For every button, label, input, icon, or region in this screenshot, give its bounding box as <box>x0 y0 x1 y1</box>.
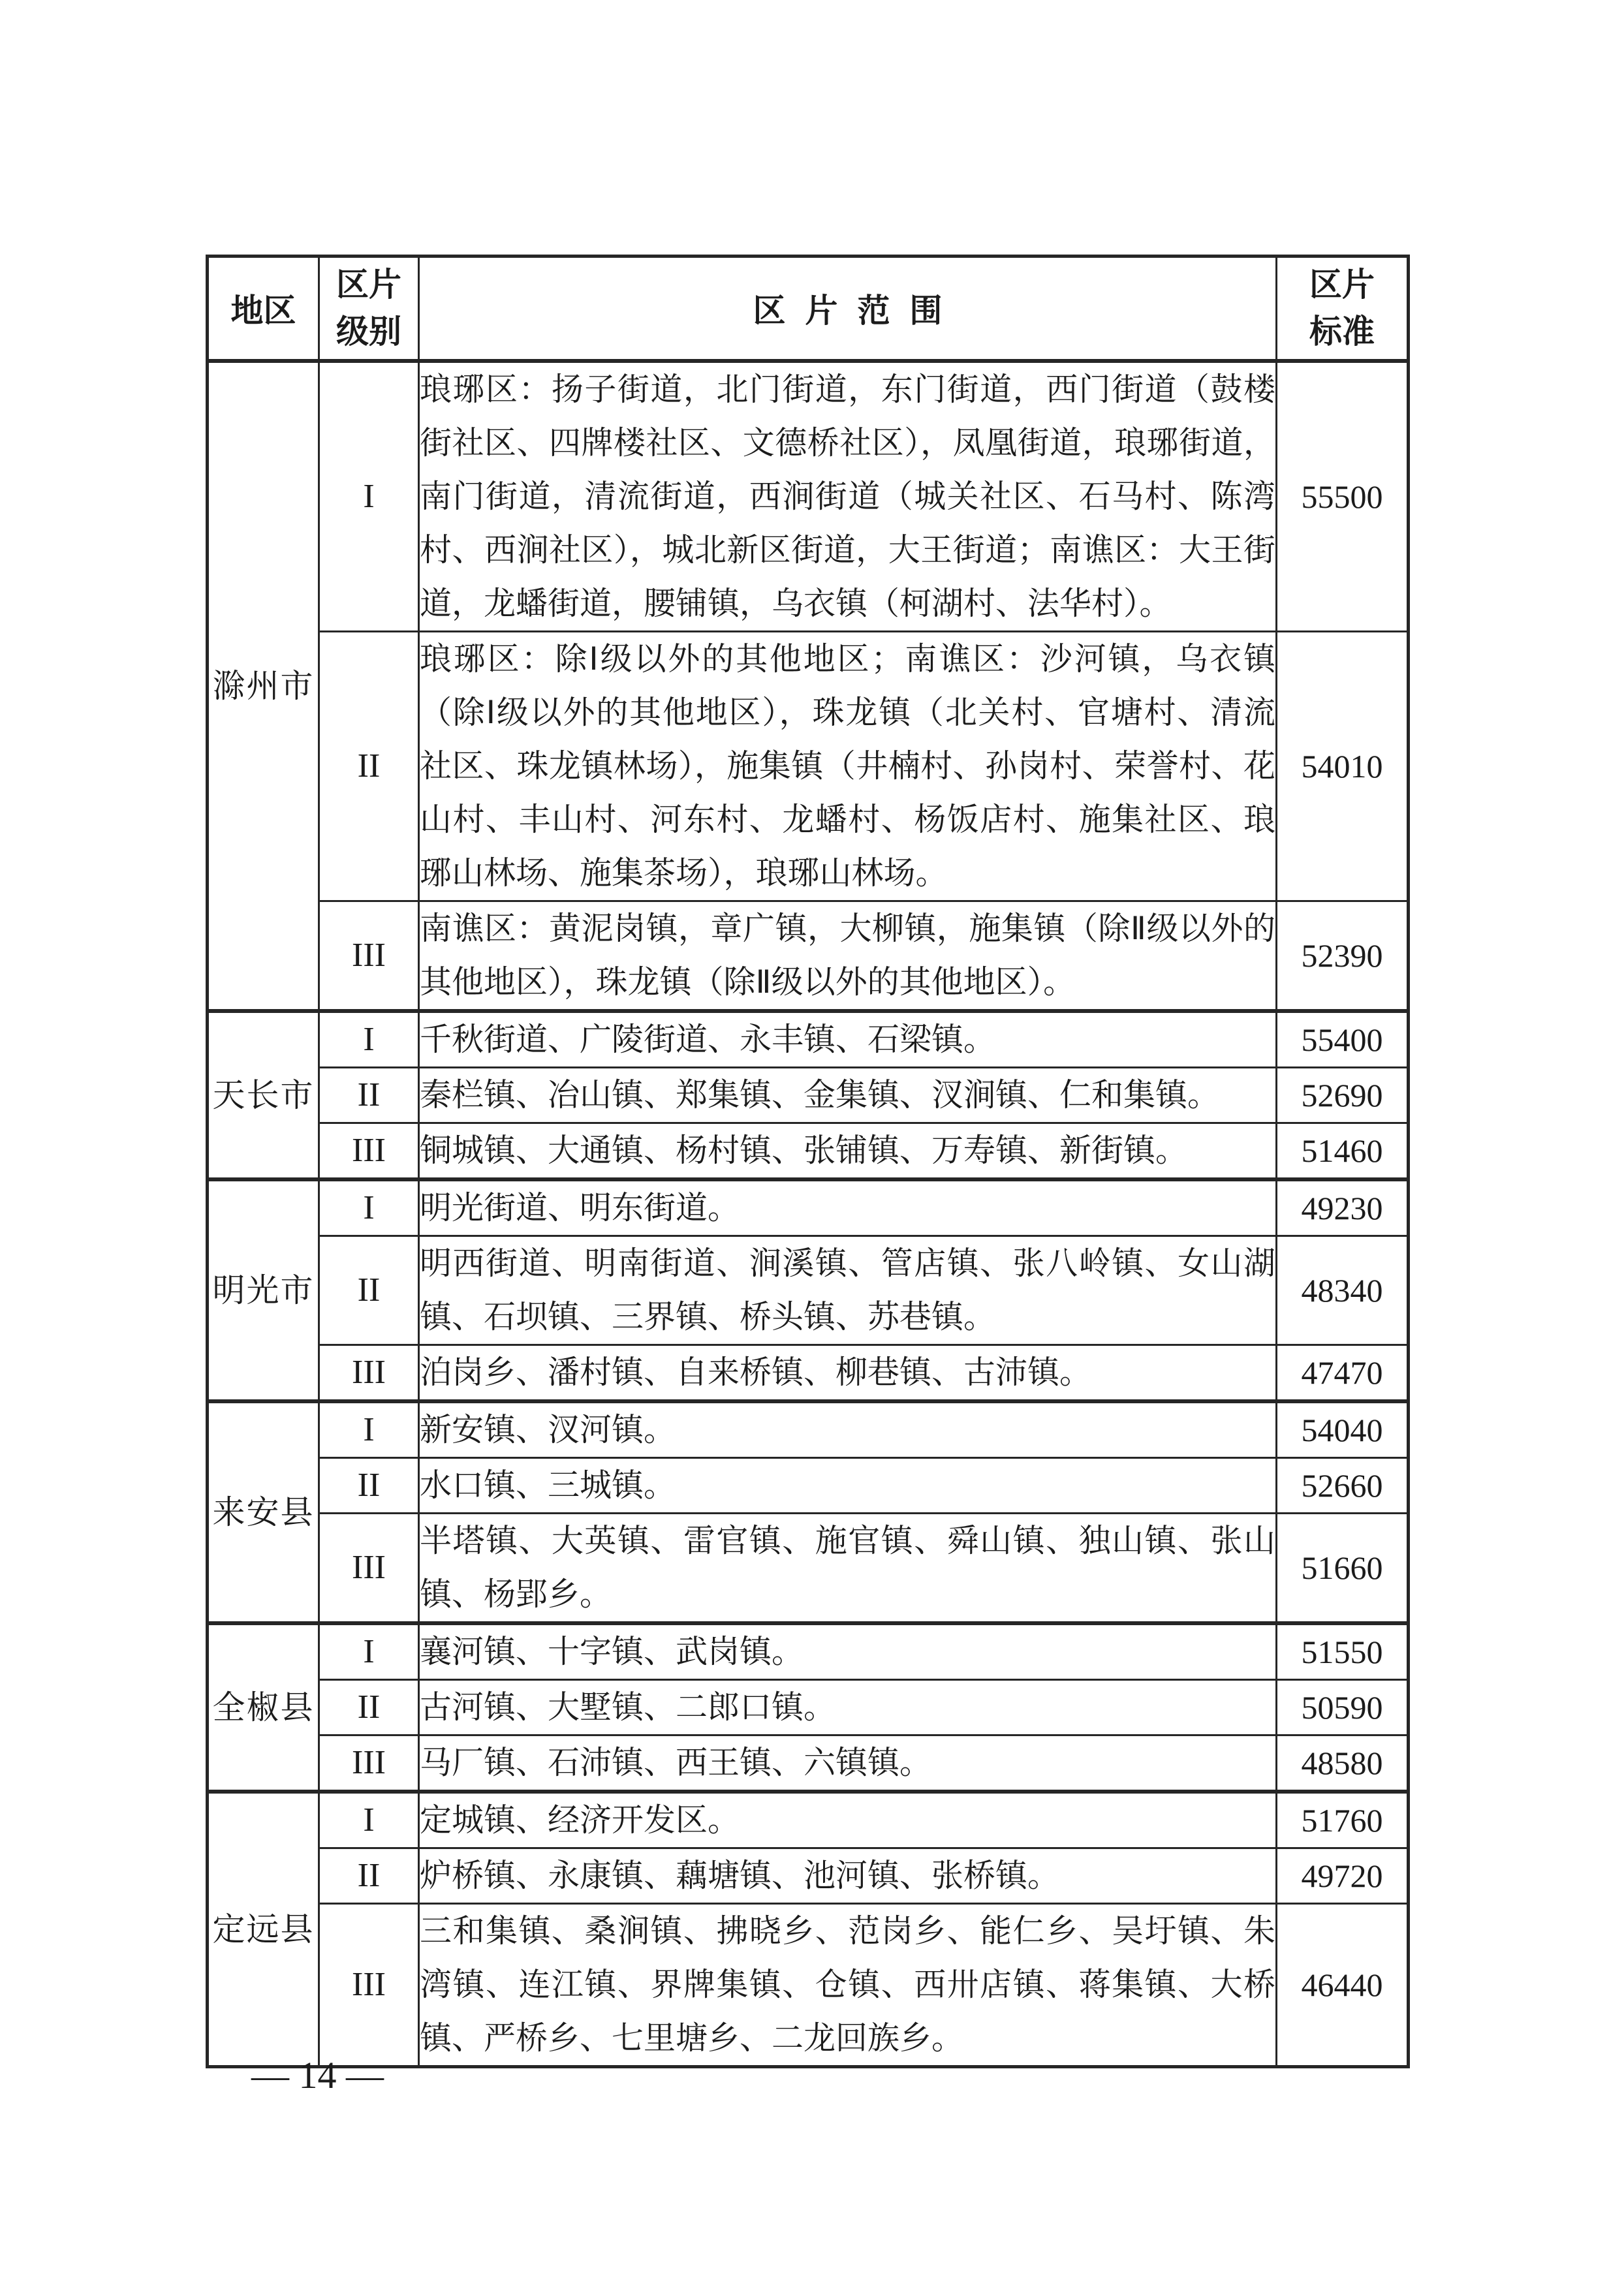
standard-cell: 54010 <box>1277 631 1409 901</box>
level-cell: III <box>319 901 419 1011</box>
table-row <box>208 1236 1409 1345</box>
header-row <box>208 257 1409 361</box>
level-cell: III <box>319 1123 419 1179</box>
region-cell: 明光市 <box>208 1179 319 1401</box>
level-cell: II <box>319 631 419 901</box>
table-row <box>208 1848 1409 1903</box>
range-cell: 定城镇、经济开发区。 <box>419 1792 1277 1848</box>
level-cell: III <box>319 1513 419 1623</box>
table-row <box>208 1457 1409 1513</box>
header-standard <box>1277 257 1409 361</box>
level-cell: III <box>319 1903 419 2066</box>
standard-cell: 55500 <box>1277 361 1409 632</box>
level-cell: II <box>319 1848 419 1903</box>
standard-cell: 51460 <box>1277 1123 1409 1179</box>
range-cell: 泊岗乡、潘村镇、自来桥镇、柳巷镇、古沛镇。 <box>419 1345 1277 1401</box>
range-cell: 琅琊区：除Ⅰ级以外的其他地区；南谯区：沙河镇，乌衣镇（除Ⅰ级以外的其他地区），珠龙镇（北关村、官塘村、清流社区、珠龙镇林场），施集镇（井楠村、孙岗村、荣誉村、花山村、丰山村、河东村、龙蟠村、杨饭店村、施集社区、琅琊山林场、施集茶场），琅琊山林场。 <box>419 631 1277 901</box>
standard-cell: 55400 <box>1277 1011 1409 1068</box>
range-cell: 马厂镇、石沛镇、西王镇、六镇镇。 <box>419 1735 1277 1792</box>
region-cell: 定远县 <box>208 1792 319 2067</box>
standard-cell: 54040 <box>1277 1401 1409 1458</box>
level-cell: II <box>319 1457 419 1513</box>
standard-cell: 52660 <box>1277 1457 1409 1513</box>
header-region: 地区 <box>208 257 319 361</box>
standard-cell: 50590 <box>1277 1679 1409 1735</box>
range-cell: 明西街道、明南街道、涧溪镇、管店镇、张八岭镇、女山湖镇、石坝镇、三界镇、桥头镇、苏巷镇。 <box>419 1236 1277 1345</box>
standard-cell: 51550 <box>1277 1623 1409 1680</box>
table-row <box>208 1903 1409 2066</box>
standard-cell: 48580 <box>1277 1735 1409 1792</box>
region-cell: 来安县 <box>208 1401 319 1623</box>
range-cell: 炉桥镇、永康镇、藕塘镇、池河镇、张桥镇。 <box>419 1848 1277 1903</box>
table-row <box>208 1123 1409 1179</box>
range-cell: 琅琊区：扬子街道，北门街道，东门街道，西门街道（鼓楼街社区、四牌楼社区、文德桥社区），凤凰街道，琅琊街道，南门街道，清流街道，西涧街道（城关社区、石马村、陈湾村、西涧社区），城北新区街道，大王街道；南谯区：大王街道，龙蟠街道，腰铺镇，乌衣镇（柯湖村、法华村）。 <box>419 361 1277 632</box>
table-row <box>208 1011 1409 1068</box>
level-cell: I <box>319 1011 419 1068</box>
table-body <box>208 361 1409 2067</box>
region-cell: 全椒县 <box>208 1623 319 1792</box>
range-cell: 铜城镇、大通镇、杨村镇、张铺镇、万寿镇、新街镇。 <box>419 1123 1277 1179</box>
standard-cell: 46440 <box>1277 1903 1409 2066</box>
range-cell: 半塔镇、大英镇、雷官镇、施官镇、舜山镇、独山镇、张山镇、杨郢乡。 <box>419 1513 1277 1623</box>
level-cell: II <box>319 1236 419 1345</box>
compensation-zone-table <box>206 255 1410 2068</box>
table-row <box>208 1679 1409 1735</box>
table-row <box>208 1735 1409 1792</box>
range-cell: 明光街道、明东街道。 <box>419 1179 1277 1236</box>
level-cell: I <box>319 1792 419 1848</box>
standard-cell: 47470 <box>1277 1345 1409 1401</box>
region-cell: 滁州市 <box>208 361 319 1011</box>
header-range <box>419 257 1277 361</box>
range-cell: 南谯区：黄泥岗镇，章广镇，大柳镇，施集镇（除Ⅱ级以外的其他地区），珠龙镇（除Ⅱ级以外的其他地区）。 <box>419 901 1277 1011</box>
range-cell: 秦栏镇、冶山镇、郑集镇、金集镇、汊涧镇、仁和集镇。 <box>419 1067 1277 1123</box>
level-cell: II <box>319 1679 419 1735</box>
range-cell: 千秋街道、广陵街道、永丰镇、石梁镇。 <box>419 1011 1277 1068</box>
page-number: — 14 — <box>251 2054 384 2096</box>
header-range-label: 区片范围 <box>753 292 962 330</box>
range-cell: 古河镇、大墅镇、二郎口镇。 <box>419 1679 1277 1735</box>
table-row <box>208 1345 1409 1401</box>
table-row <box>208 1179 1409 1236</box>
range-cell: 三和集镇、桑涧镇、拂晓乡、范岗乡、能仁乡、吴圩镇、朱湾镇、连江镇、界牌集镇、仓镇、西卅店镇、蒋集镇、大桥镇、严桥乡、七里塘乡、二龙回族乡。 <box>419 1903 1277 2066</box>
standard-cell: 52390 <box>1277 901 1409 1011</box>
standard-cell: 51760 <box>1277 1792 1409 1848</box>
table-row <box>208 1623 1409 1680</box>
level-cell: I <box>319 361 419 632</box>
level-cell: I <box>319 1401 419 1458</box>
table-row <box>208 361 1409 632</box>
region-cell: 天长市 <box>208 1011 319 1179</box>
header-level-line1: 区片 <box>336 266 401 303</box>
header-standard-line1: 区片 <box>1309 266 1375 303</box>
level-cell: III <box>319 1735 419 1792</box>
standard-cell: 52690 <box>1277 1067 1409 1123</box>
header-standard-line2: 标准 <box>1309 313 1375 350</box>
level-cell: I <box>319 1179 419 1236</box>
table-row <box>208 1401 1409 1458</box>
table-row <box>208 901 1409 1011</box>
standard-cell: 49720 <box>1277 1848 1409 1903</box>
standard-cell: 49230 <box>1277 1179 1409 1236</box>
level-cell: II <box>319 1067 419 1123</box>
standard-cell: 48340 <box>1277 1236 1409 1345</box>
table-header <box>208 257 1409 361</box>
level-cell: III <box>319 1345 419 1401</box>
table-row <box>208 1792 1409 1848</box>
table-row <box>208 631 1409 901</box>
range-cell: 襄河镇、十字镇、武岗镇。 <box>419 1623 1277 1680</box>
header-level <box>319 257 419 361</box>
range-cell: 新安镇、汊河镇。 <box>419 1401 1277 1458</box>
header-level-line2: 级别 <box>336 313 401 350</box>
table-row <box>208 1067 1409 1123</box>
standard-cell: 51660 <box>1277 1513 1409 1623</box>
level-cell: I <box>319 1623 419 1680</box>
table-row <box>208 1513 1409 1623</box>
range-cell: 水口镇、三城镇。 <box>419 1457 1277 1513</box>
